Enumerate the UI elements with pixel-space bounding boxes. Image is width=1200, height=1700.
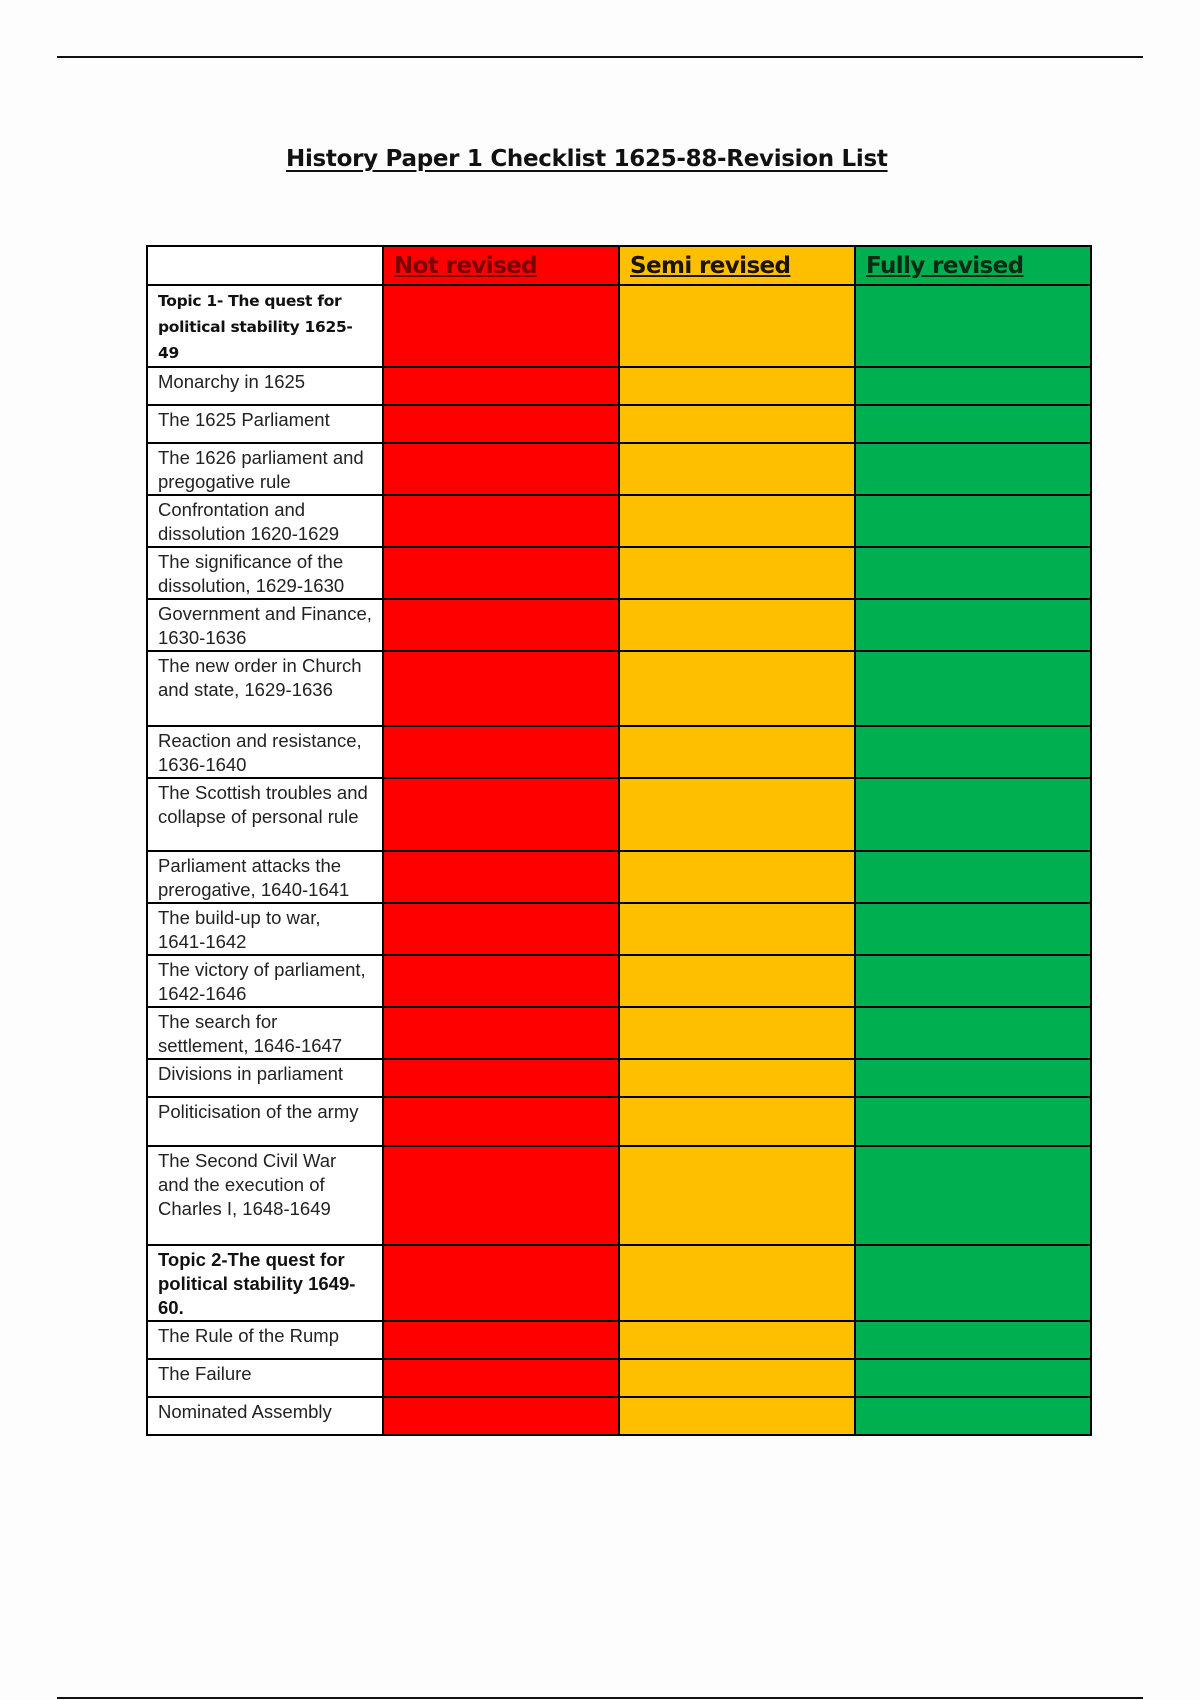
not-revised-cell[interactable]: [383, 599, 619, 651]
semi-revised-cell[interactable]: [619, 726, 855, 778]
topic-item-cell: The Second Civil War and the execution of Charles I, 1648-1649: [147, 1146, 383, 1245]
not-revised-cell[interactable]: [383, 1146, 619, 1245]
checklist-row: [147, 851, 1091, 903]
semi-revised-cell[interactable]: [619, 1359, 855, 1397]
semi-revised-header: Semi revised: [619, 246, 855, 285]
topic-item-cell: Politicisation of the army: [147, 1097, 383, 1146]
topic-item-cell: Monarchy in 1625: [147, 367, 383, 405]
checklist-row: [147, 1097, 1091, 1146]
fully-revised-cell[interactable]: [855, 1146, 1091, 1245]
topic-item-cell: Government and Finance, 1630-1636: [147, 599, 383, 651]
checklist-row: [147, 599, 1091, 651]
topic-item-cell: The search for settlement, 1646-1647: [147, 1007, 383, 1059]
semi-revised-cell[interactable]: [619, 285, 855, 367]
fully-revised-cell[interactable]: [855, 778, 1091, 851]
not-revised-cell[interactable]: [383, 1245, 619, 1321]
checklist-row: [147, 1059, 1091, 1097]
semi-revised-cell[interactable]: [619, 495, 855, 547]
fully-revised-cell[interactable]: [855, 1097, 1091, 1146]
checklist-row: [147, 1146, 1091, 1245]
footer-rule: [57, 1697, 1143, 1699]
fully-revised-cell[interactable]: [855, 599, 1091, 651]
topic-item-cell: The significance of the dissolution, 1629-1630: [147, 547, 383, 599]
semi-revised-cell[interactable]: [619, 1245, 855, 1321]
semi-revised-cell[interactable]: [619, 443, 855, 495]
semi-revised-cell[interactable]: [619, 1007, 855, 1059]
checklist-row: [147, 443, 1091, 495]
not-revised-cell[interactable]: [383, 1359, 619, 1397]
fully-revised-cell[interactable]: [855, 1245, 1091, 1321]
not-revised-cell[interactable]: [383, 443, 619, 495]
not-revised-cell[interactable]: [383, 903, 619, 955]
semi-revised-cell[interactable]: [619, 1146, 855, 1245]
fully-revised-header: Fully revised: [855, 246, 1091, 285]
semi-revised-cell[interactable]: [619, 1397, 855, 1435]
fully-revised-cell[interactable]: [855, 851, 1091, 903]
checklist-row: [147, 547, 1091, 599]
checklist-row: [147, 1245, 1091, 1321]
fully-revised-cell[interactable]: [855, 1007, 1091, 1059]
revision-checklist-table: [146, 245, 1092, 1436]
not-revised-cell[interactable]: [383, 405, 619, 443]
fully-revised-cell[interactable]: [855, 726, 1091, 778]
fully-revised-cell[interactable]: [855, 367, 1091, 405]
not-revised-cell[interactable]: [383, 1097, 619, 1146]
topic-item-cell: The Failure: [147, 1359, 383, 1397]
semi-revised-cell[interactable]: [619, 405, 855, 443]
not-revised-cell[interactable]: [383, 285, 619, 367]
checklist-row: [147, 778, 1091, 851]
not-revised-header: Not revised: [383, 246, 619, 285]
topic-item-cell: The Scottish troubles and collapse of personal rule: [147, 778, 383, 851]
semi-revised-cell[interactable]: [619, 778, 855, 851]
fully-revised-cell[interactable]: [855, 903, 1091, 955]
not-revised-cell[interactable]: [383, 1321, 619, 1359]
not-revised-cell[interactable]: [383, 1007, 619, 1059]
topic-item-cell: The 1625 Parliament: [147, 405, 383, 443]
topic-item-cell: Divisions in parliament: [147, 1059, 383, 1097]
header-row: [147, 246, 1091, 285]
checklist-row: [147, 726, 1091, 778]
checklist-row: [147, 903, 1091, 955]
header-rule: [57, 56, 1143, 58]
topic-item-cell: The victory of parliament, 1642-1646: [147, 955, 383, 1007]
fully-revised-cell[interactable]: [855, 1359, 1091, 1397]
topic-item-cell: Reaction and resistance, 1636-1640: [147, 726, 383, 778]
not-revised-cell[interactable]: [383, 1397, 619, 1435]
semi-revised-cell[interactable]: [619, 851, 855, 903]
checklist-row: [147, 367, 1091, 405]
fully-revised-cell[interactable]: [855, 547, 1091, 599]
topic-heading-cell: Topic 1- The quest for political stability 1625-49: [147, 285, 383, 367]
semi-revised-cell[interactable]: [619, 1321, 855, 1359]
checklist-row: [147, 405, 1091, 443]
checklist-row: [147, 955, 1091, 1007]
checklist-row: [147, 495, 1091, 547]
fully-revised-cell[interactable]: [855, 443, 1091, 495]
not-revised-cell[interactable]: [383, 367, 619, 405]
semi-revised-cell[interactable]: [619, 547, 855, 599]
topic-item-cell: Confrontation and dissolution 1620-1629: [147, 495, 383, 547]
checklist-row: [147, 1321, 1091, 1359]
semi-revised-cell[interactable]: [619, 955, 855, 1007]
topic-item-cell: The 1626 parliament and pregogative rule: [147, 443, 383, 495]
topic-column-header: [147, 246, 383, 285]
fully-revised-cell[interactable]: [855, 651, 1091, 726]
semi-revised-cell[interactable]: [619, 599, 855, 651]
topic-item-cell: The Rule of the Rump: [147, 1321, 383, 1359]
topic-item-cell: Nominated Assembly: [147, 1397, 383, 1435]
semi-revised-cell[interactable]: [619, 367, 855, 405]
fully-revised-cell[interactable]: [855, 1397, 1091, 1435]
semi-revised-cell[interactable]: [619, 651, 855, 726]
semi-revised-cell[interactable]: [619, 903, 855, 955]
checklist-row: [147, 651, 1091, 726]
not-revised-cell[interactable]: [383, 495, 619, 547]
topic-item-cell: Parliament attacks the prerogative, 1640-1641: [147, 851, 383, 903]
fully-revised-cell[interactable]: [855, 285, 1091, 367]
fully-revised-cell[interactable]: [855, 955, 1091, 1007]
checklist-row: [147, 285, 1091, 367]
semi-revised-cell[interactable]: [619, 1059, 855, 1097]
not-revised-cell[interactable]: [383, 1059, 619, 1097]
fully-revised-cell[interactable]: [855, 1321, 1091, 1359]
fully-revised-cell[interactable]: [855, 495, 1091, 547]
not-revised-cell[interactable]: [383, 726, 619, 778]
checklist-row: [147, 1007, 1091, 1059]
not-revised-cell[interactable]: [383, 651, 619, 726]
not-revised-cell[interactable]: [383, 547, 619, 599]
checklist-row: [147, 1359, 1091, 1397]
topic-item-cell: The new order in Church and state, 1629-1636: [147, 651, 383, 726]
topic-heading-cell: Topic 2-The quest for political stability 1649-60.: [147, 1245, 383, 1321]
not-revised-cell[interactable]: [383, 851, 619, 903]
topic-item-cell: The build-up to war, 1641-1642: [147, 903, 383, 955]
checklist-row: [147, 1397, 1091, 1435]
not-revised-cell[interactable]: [383, 955, 619, 1007]
fully-revised-cell[interactable]: [855, 405, 1091, 443]
fully-revised-cell[interactable]: [855, 1059, 1091, 1097]
document-title: History Paper 1 Checklist 1625-88-Revision List: [286, 146, 888, 172]
not-revised-cell[interactable]: [383, 778, 619, 851]
checklist-body: [147, 285, 1091, 1435]
semi-revised-cell[interactable]: [619, 1097, 855, 1146]
